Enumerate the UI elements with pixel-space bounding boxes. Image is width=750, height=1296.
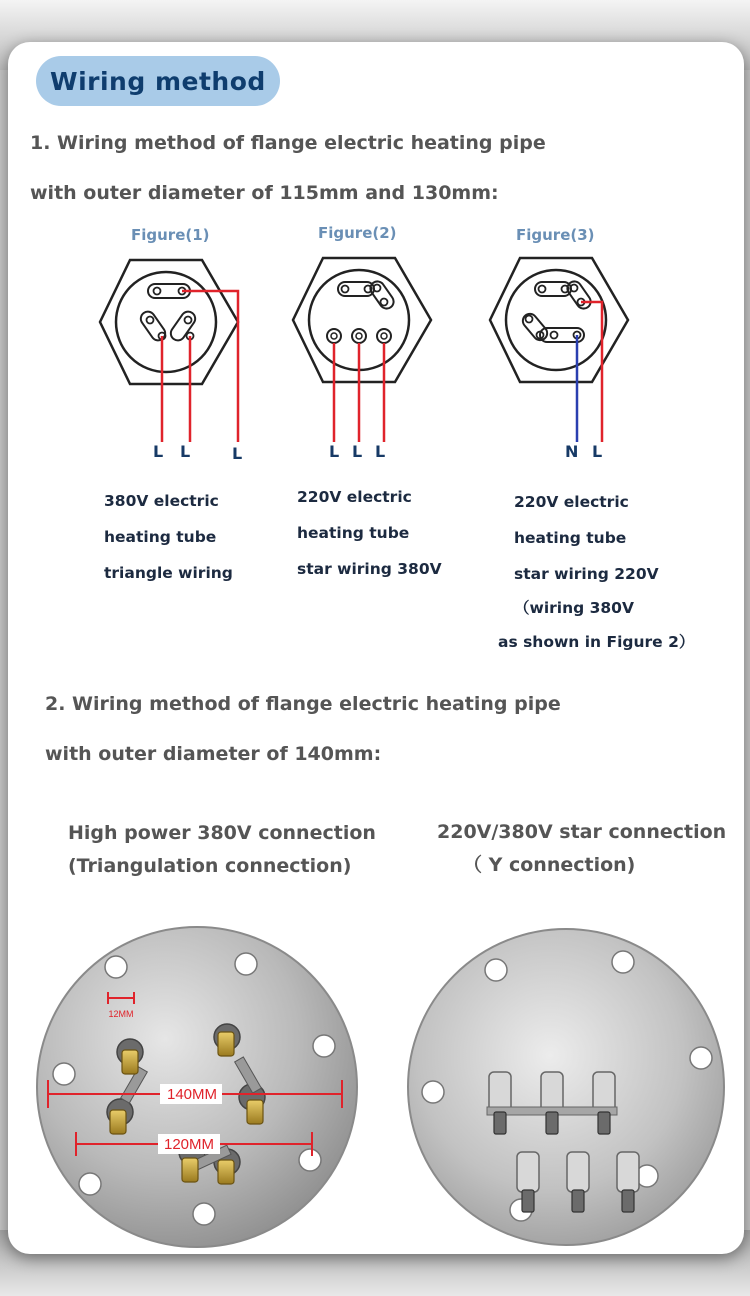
figure2-desc-line3: star wiring 380V <box>297 560 442 578</box>
left-photo-subtitle: (Triangulation connection) <box>68 855 352 877</box>
figure3-caption: Figure(3) <box>516 226 595 244</box>
right-photo-subtitle: （ Y connection) <box>463 854 636 876</box>
section2-line2: with outer diameter of 140mm: <box>45 743 382 765</box>
figure2-description <box>297 479 442 587</box>
figure2-diagram <box>291 252 451 452</box>
right-flange-photo <box>401 922 731 1252</box>
right-photo-title: 220V/380V star connection <box>437 821 727 843</box>
figure3-desc-line2: heating tube <box>514 529 627 547</box>
left-photo-title: High power 380V connection <box>68 822 376 844</box>
dim-outer-label: 140MM <box>166 1086 218 1103</box>
figure3-diagram <box>488 252 648 452</box>
figure1-description <box>104 483 233 591</box>
right-photo-caption <box>437 816 726 882</box>
figure2-terminal-3: L <box>375 442 386 461</box>
figure1-terminal-3: L <box>232 444 243 463</box>
figure1-caption: Figure(1) <box>131 226 210 244</box>
figure1-terminal-2: L <box>180 442 191 461</box>
left-flange-photo <box>32 922 362 1252</box>
figure3-desc-line3: star wiring 220V <box>514 565 659 583</box>
section-header-pill <box>36 56 280 106</box>
figure3-desc-line4: （wiring 380V <box>514 599 634 617</box>
section1-line2: with outer diameter of 115mm and 130mm: <box>30 182 499 204</box>
left-photo-caption <box>68 817 376 883</box>
section2-line1: 2. Wiring method of flange electric heating pipe <box>45 693 561 715</box>
figure1-desc-line3: triangle wiring <box>104 564 233 582</box>
figure1-diagram <box>98 252 258 452</box>
figure2-desc-line2: heating tube <box>297 524 410 542</box>
figure2-terminal-2: L <box>352 442 363 461</box>
section1-line1: 1. Wiring method of flange electric heating pipe <box>30 132 546 154</box>
content-card <box>8 42 744 1254</box>
page-title: Wiring method <box>50 66 266 96</box>
figure3-terminal-n: N <box>565 442 579 461</box>
figure2-terminal-1: L <box>329 442 340 461</box>
figure2-caption: Figure(2) <box>318 224 397 242</box>
dim-inner-label: 120MM <box>163 1136 215 1153</box>
figure1-desc-line1: 380V electric <box>104 492 219 510</box>
figure3-terminal-l: L <box>592 442 603 461</box>
figure1-desc-line2: heating tube <box>104 528 217 546</box>
figure2-desc-line1: 220V electric <box>297 488 412 506</box>
figure3-desc-line5: as shown in Figure 2） <box>498 633 695 651</box>
dim-hole-label: 12MM <box>108 1009 134 1019</box>
figure3-description <box>498 484 695 660</box>
figure3-desc-line1: 220V electric <box>514 493 629 511</box>
figure1-terminal-1: L <box>153 442 164 461</box>
